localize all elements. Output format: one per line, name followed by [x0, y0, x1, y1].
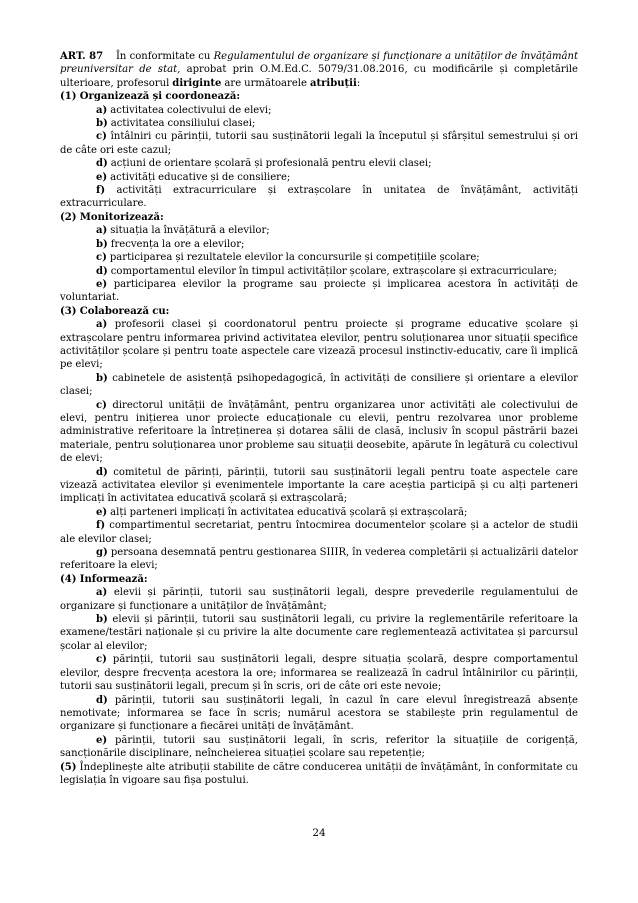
- item-text: compartimentul secretariat, pentru întocmirea documentelor școlare și a actelor de studii ale elevilor clasei;: [60, 520, 578, 545]
- item-text: frecvența la ore a elevilor;: [110, 238, 245, 250]
- list-item: [60, 506, 578, 519]
- item-text: participarea și rezultatele elevilor la concursurile și competițiile școlare;: [109, 252, 480, 264]
- item-label: b): [96, 614, 108, 626]
- item-label: d): [96, 694, 108, 706]
- regulation-title: Regulamentului de organizare și funcționare a unităților de învățământ preuniversitar de stat,: [60, 51, 578, 76]
- list-item: [60, 399, 578, 466]
- list-item: [60, 734, 578, 761]
- item-text: părinții, tutorii sau susținătorii legali, în scris, referitor la situațiile de corigență, sancționările disciplinare, neîncheierea situației școlare sau repetenție;: [60, 734, 578, 760]
- item-label: d): [96, 265, 108, 277]
- list-item: [60, 466, 578, 506]
- item-text: acțiuni de orientare școlară și profesională pentru elevii clasei;: [110, 158, 432, 170]
- item-text: elevii și părinții, tutorii sau susținătorii legali, cu privire la reglementările referitoare la examene/testări naționale și cu privire la alte documente care reglementează activitatea și parcursul școlar al elevilor;: [60, 614, 578, 652]
- item-text: activități educative și de consiliere;: [110, 171, 291, 183]
- item-text: părinții, tutorii sau susținătorii legali, în cazul în care elevul înregistrează absențe nemotivate; informarea se face în scris; numărul acestora se stabilește prin regulamentul de organizare și funcționare a fiecărei unități de învățământ.: [60, 694, 578, 733]
- item-label: a): [96, 319, 108, 331]
- item-text: părinții, tutorii sau susținătorii legali, despre situația școlară, despre comportamentul elevilor, despre frecvența acestora la ore; informarea se realizează în cadrul întâlnirilor cu părinții, tutorii sau susținătorii legali, precum și în scris, ori de câte ori este nevoie;: [60, 654, 578, 693]
- diriginte-term: diriginte: [172, 77, 222, 89]
- section-heading: (1) Organizează și coordonează:: [60, 91, 241, 103]
- item-label: d): [96, 158, 108, 170]
- item-text: persoana desemnată pentru gestionarea SIIIR, în vederea completării și actualizării datelor referitoare la elevi;: [60, 547, 578, 572]
- closing-paragraph: [60, 761, 578, 788]
- item-label: c): [96, 399, 107, 411]
- item-label: b): [96, 372, 108, 384]
- item-label: a): [96, 104, 108, 116]
- closing-text: Îndeplinește alte atribuții stabilite de către conducerea unității de învățământ, în conformitate cu legislația în vigoare sau fișa postului.: [60, 761, 578, 786]
- list-item: [60, 519, 578, 546]
- intro-text: aprobat prin O.M.Ed.C. 5079/31.08.2016, cu modificările și completările ulterioare, profesorul: [60, 64, 578, 89]
- item-label: e): [96, 171, 108, 183]
- item-label: e): [96, 506, 108, 518]
- item-text: activitatea colectivului de elevi;: [110, 104, 272, 116]
- intro-text: :: [356, 77, 361, 89]
- list-item: [60, 157, 578, 170]
- list-item: [60, 278, 578, 305]
- list-item: [60, 318, 578, 372]
- item-label: d): [96, 466, 108, 478]
- list-item: [60, 117, 578, 130]
- list-item: [60, 238, 578, 251]
- page-number: 24: [312, 827, 326, 839]
- list-item: [60, 224, 578, 237]
- atributii-term: atribuții: [309, 77, 357, 89]
- article-body: [60, 50, 578, 787]
- article-number: ART. 87: [60, 51, 104, 62]
- item-text: situația la învățătură a elevilor;: [110, 225, 270, 237]
- list-item: [60, 251, 578, 264]
- item-text: comportamentul elevilor în timpul activităților școlare, extrașcolare și extracurriculare;: [110, 265, 558, 277]
- item-text: profesorii clasei și coordonatorul pentru proiecte și programe educative școlare și extrașcolare pentru informarea privind activitatea elevilor, pentru soluționarea unor situații specifice activităților școlare și pentru toate aspectele care vizează procesul instinctiv-educativ, care îi implică pe elevi;: [60, 319, 578, 371]
- item-text: participarea elevilor la programe sau proiecte și implicarea acestora în activități de voluntariat.: [60, 278, 579, 304]
- item-label: g): [96, 547, 108, 559]
- item-label: f): [96, 520, 106, 532]
- list-item: [60, 372, 578, 399]
- closing-label: (5): [60, 761, 77, 773]
- item-label: a): [96, 225, 108, 237]
- item-label: c): [96, 131, 107, 143]
- article-intro: [60, 50, 578, 90]
- item-text: elevii și părinții, tutorii sau susținătorii legali, despre prevederile regulamentului de organizare și funcționare a unităților de învățământ;: [60, 587, 578, 612]
- list-item: [60, 546, 578, 573]
- list-item: [60, 694, 578, 734]
- list-item: [60, 130, 578, 157]
- item-label: c): [96, 654, 107, 666]
- item-text: cabinetele de asistență psihopedagogică, în activități de consiliere și orientare a elevilor clasei;: [60, 372, 578, 398]
- list-item: [60, 653, 578, 693]
- list-item: [60, 613, 578, 653]
- item-label: b): [96, 238, 108, 250]
- item-label: a): [96, 587, 108, 599]
- section-heading: (3) Colaborează cu:: [60, 305, 170, 317]
- list-item: [60, 265, 578, 278]
- item-label: e): [96, 278, 108, 290]
- item-text: activități extracurriculare și extrașcolare în unitatea de învățământ, activități extracurriculare.: [60, 185, 578, 210]
- item-text: comitetul de părinți, părinții, tutorii sau susținătorii legali pentru toate aspectele care vizează activitatea elevilor și evenimentele importante la care aceștia participă și cu alți parteneri implicați în activitatea educativă școlară și extrașcolară;: [60, 466, 578, 505]
- list-item: [60, 104, 578, 117]
- item-text: directorul unității de învățământ, pentru organizarea unor activități ale colectivului de elevi, pentru inițierea unor proiecte educaționale cu elevii, pentru rezolvarea unor probleme administrative referitoare la întreținerea și dotarea sălii de clasă, inclusiv în scopul păstrării bazei materiale, pentru soluționarea unor probleme sau situații deosebite, apărute în legătură cu colectivul de elevi;: [60, 399, 578, 465]
- sections-container: [60, 90, 578, 760]
- item-text: alți parteneri implicați în activitatea educativă școlară și extrașcolară;: [110, 506, 468, 518]
- intro-text: În conformitate cu: [115, 51, 214, 62]
- list-item: [60, 586, 578, 613]
- item-label: b): [96, 118, 108, 130]
- item-label: f): [96, 185, 106, 197]
- list-item: [60, 171, 578, 184]
- item-label: e): [96, 734, 108, 746]
- intro-text: [103, 51, 116, 62]
- list-item: [60, 184, 578, 211]
- item-text: activitatea consiliului clasei;: [110, 118, 256, 130]
- section-heading: (4) Informează:: [60, 573, 148, 585]
- item-label: c): [96, 252, 107, 264]
- section-heading: (2) Monitorizează:: [60, 211, 164, 223]
- item-text: întâlniri cu părinții, tutorii sau susținătorii legali la începutul și sfârșitul semestrului și ori de câte ori este cazul;: [60, 131, 578, 156]
- intro-text: are următoarele: [221, 77, 310, 89]
